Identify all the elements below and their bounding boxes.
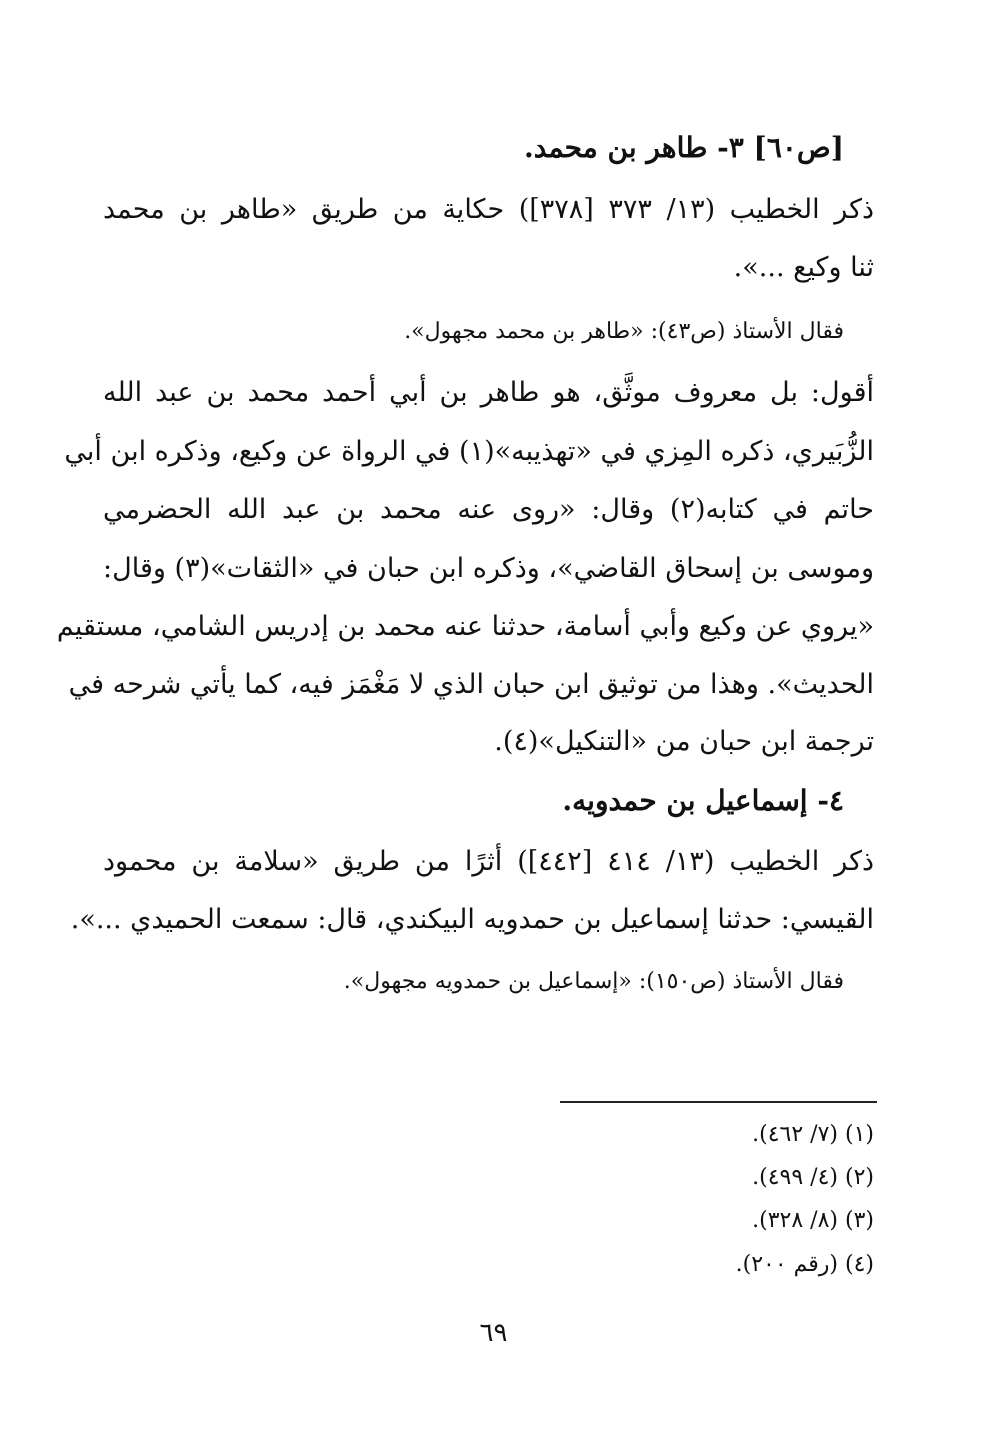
footnote-divider [560, 1101, 877, 1103]
paragraph-line: ذكر الخطيب (١٣/ ٤١٤ [٤٤٢]) أثرًا من طريق «سلامة بن محمود [103, 846, 874, 877]
footnote: (٤) (رقم ٢٠٠). [735, 1252, 874, 1277]
footnote: (٣) (٨/ ٣٢٨). [752, 1208, 874, 1233]
paragraph-line: «يروي عن وكيع وأبي أسامة، حدثنا عنه محمد بن إدريس الشامي، مستقيم [56, 611, 874, 642]
paragraph-line: وموسى بن إسحاق القاضي»، وذكره ابن حبان في «الثقات»(٣) وقال: [103, 553, 874, 584]
quote-line: فقال الأستاذ (ص١٥٠): «إسماعيل بن حمدويه مجهول». [343, 969, 844, 994]
footnote: (١) (٧/ ٤٦٢). [752, 1122, 874, 1147]
footnote: (٢) (٤/ ٤٩٩). [752, 1165, 874, 1190]
paragraph-line: القيسي: حدثنا إسماعيل بن حمدويه البيكندي، قال: سمعت الحميدي ...». [70, 904, 874, 935]
paragraph-line: حاتم في كتابه(٢) وقال: «روى عنه محمد بن عبد الله الحضرمي [103, 494, 874, 525]
entry-heading: ٤- إسماعيل بن حمدويه. [562, 784, 844, 817]
paragraph-line: أقول: بل معروف موثَّق، هو طاهر بن أبي أحمد محمد بن عبد الله [103, 377, 874, 408]
entry-heading: [ص٦٠] ٣- طاهر بن محمد. [524, 131, 844, 164]
paragraph-line: الحديث». وهذا من توثيق ابن حبان الذي لا مَغْمَز فيه، كما يأتي شرحه في [68, 669, 874, 700]
quote-line: فقال الأستاذ (ص٤٣): «طاهر بن محمد مجهول». [404, 319, 844, 344]
paragraph-line: ذكر الخطيب (١٣/ ٣٧٣ [٣٧٨]) حكاية من طريق «طاهر بن محمد [103, 194, 874, 225]
paragraph-line: ترجمة ابن حبان من «التنكيل»(٤). [494, 726, 874, 757]
paragraph-line: ثنا وكيع ...». [733, 252, 874, 283]
paragraph-line: الزُّبَيري، ذكره المِزي في «تهذيبه»(١) في الرواة عن وكيع، وذكره ابن أبي [64, 436, 874, 467]
page-number: ٦٩ [479, 1318, 508, 1348]
